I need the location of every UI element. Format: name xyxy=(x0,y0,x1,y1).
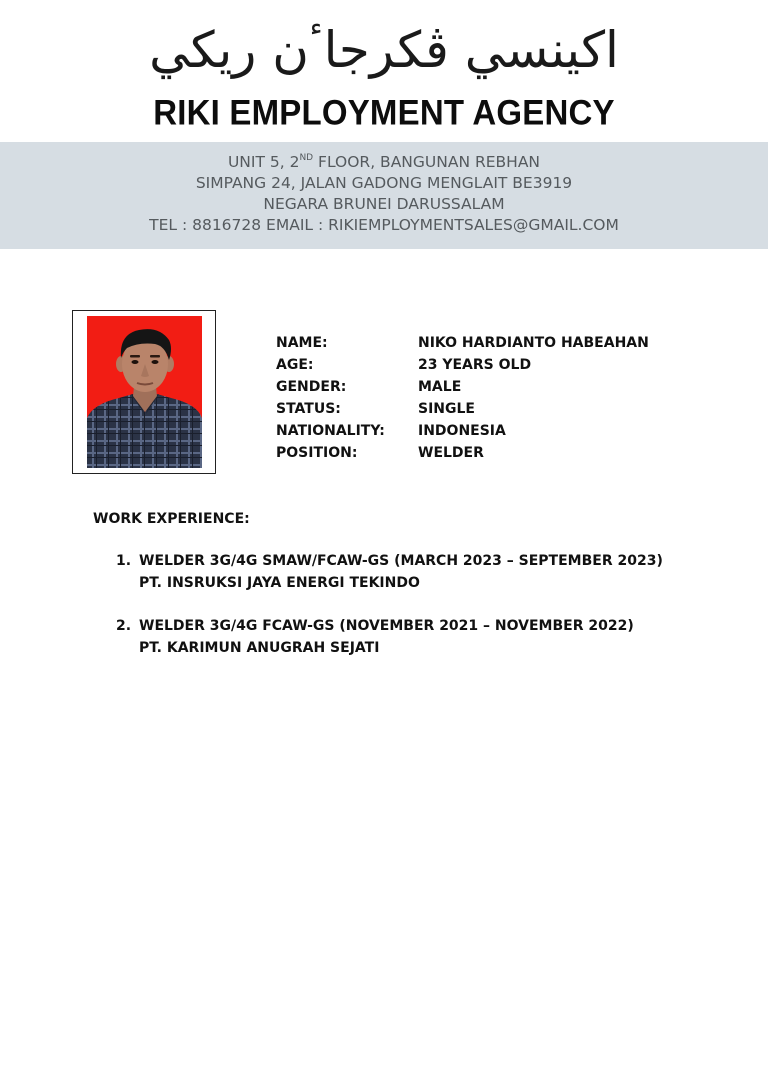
list-item xyxy=(116,550,663,594)
detail-row-status: STATUS: SINGLE xyxy=(276,401,475,417)
job-role: WELDER 3G/4G SMAW/FCAW-GS (MARCH 2023 – SEPTEMBER 2023) xyxy=(139,553,663,569)
address-line-1: UNIT 5, 2ND FLOOR, BANGUNAN REBHAN xyxy=(227,153,541,171)
address-band xyxy=(0,142,768,249)
candidate-photo-frame xyxy=(72,310,216,474)
contact-line: TEL : 8816728 EMAIL : RIKIEMPLOYMENTSALES@GMAIL.COM xyxy=(149,216,619,234)
work-experience-list xyxy=(116,550,663,680)
detail-row-gender: GENDER: MALE xyxy=(276,379,462,395)
job-role: WELDER 3G/4G FCAW-GS (NOVEMBER 2021 – NOVEMBER 2022) xyxy=(139,618,634,634)
list-item xyxy=(116,615,663,659)
agency-name: RIKI EMPLOYMENT AGENCY xyxy=(153,92,615,133)
list-number: 2. xyxy=(116,618,132,634)
list-number: 1. xyxy=(116,553,132,569)
detail-row-position: POSITION: WELDER xyxy=(276,445,484,461)
address-line-3: NEGARA BRUNEI DARUSSALAM xyxy=(263,195,505,213)
job-company: PT. INSRUKSI JAYA ENERGI TEKINDO xyxy=(139,575,420,591)
candidate-photo xyxy=(87,316,202,468)
work-experience-heading: WORK EXPERIENCE: xyxy=(93,511,250,527)
job-company: PT. KARIMUN ANUGRAH SEJATI xyxy=(139,640,380,656)
address-line-2: SIMPANG 24, JALAN GADONG MENGLAIT BE3919 xyxy=(195,174,573,192)
detail-row-age: AGE: 23 YEARS OLD xyxy=(276,357,532,373)
candidate-details xyxy=(276,332,649,464)
agency-name-jawi: اکينسي ڤکرجاٴن ريکي xyxy=(149,21,619,79)
detail-row-name: NAME: NIKO HARDIANTO HABEAHAN xyxy=(276,335,649,351)
detail-row-nationality: NATIONALITY: INDONESIA xyxy=(276,423,506,439)
